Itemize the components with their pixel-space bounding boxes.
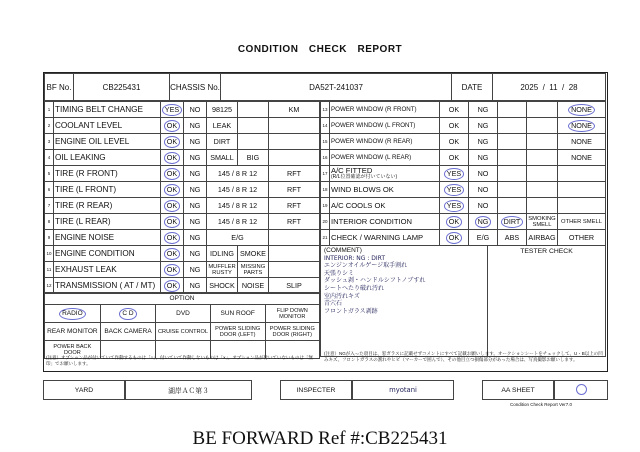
option-c: 98125 bbox=[207, 102, 238, 118]
row-number: 15 bbox=[321, 134, 330, 150]
option-d: BIG bbox=[238, 150, 269, 166]
tire-size: E/G bbox=[207, 230, 269, 246]
option-item: POWER SLIDING DOOR (RIGHT) bbox=[265, 323, 319, 341]
option-e-circled: NONE bbox=[568, 120, 595, 132]
row-number: 21 bbox=[321, 230, 330, 246]
row-number: 7 bbox=[45, 198, 54, 214]
row-number: 5 bbox=[45, 166, 54, 182]
option-e bbox=[558, 102, 606, 118]
option-d bbox=[527, 198, 558, 214]
check-row-left bbox=[45, 198, 320, 214]
check-row-left bbox=[45, 102, 320, 118]
check-row-right bbox=[321, 166, 606, 182]
circle-mark bbox=[576, 384, 587, 395]
option-c: LEAK bbox=[207, 118, 238, 134]
option-c: ABS bbox=[498, 230, 527, 246]
row-number: 1 bbox=[45, 102, 54, 118]
option-e: NONE bbox=[558, 150, 606, 166]
option-item bbox=[45, 305, 101, 323]
option-e: RFT bbox=[269, 182, 320, 198]
option-a: OK bbox=[440, 150, 469, 166]
option-b: NG bbox=[184, 150, 207, 166]
row-number: 14 bbox=[321, 118, 330, 134]
row-number: 17 bbox=[321, 166, 330, 182]
option-c bbox=[498, 102, 527, 118]
row-label: POWER WINDOW (L REAR) bbox=[330, 150, 440, 166]
aa-sheet-mark bbox=[554, 380, 608, 400]
option-item: CRUISE CONTROL bbox=[156, 323, 210, 341]
option-a bbox=[161, 166, 184, 182]
option-item-circled: RADIO bbox=[59, 308, 86, 320]
option-e bbox=[558, 118, 606, 134]
option-item: SUN ROOF bbox=[210, 305, 265, 323]
option-item: BACK CAMERA bbox=[100, 323, 156, 341]
option-d bbox=[527, 134, 558, 150]
aa-sheet-label: AA SHEET bbox=[482, 380, 554, 400]
option-b bbox=[469, 214, 498, 230]
option-item: DVD bbox=[156, 305, 210, 323]
page-title: CONDITION CHECK REPORT bbox=[237, 44, 403, 55]
option-b: NO bbox=[469, 166, 498, 182]
option-label: OPTION bbox=[45, 293, 320, 305]
option-b: NG bbox=[184, 182, 207, 198]
option-d: SMOKING SMELL bbox=[528, 215, 556, 228]
row-label: WIND BLOWS OK bbox=[330, 182, 440, 198]
row-number: 19 bbox=[321, 198, 330, 214]
option-b: NG bbox=[184, 198, 207, 214]
row-label: POWER WINDOW (R FRONT) bbox=[330, 102, 440, 118]
option-d bbox=[527, 166, 558, 182]
check-row-left bbox=[45, 214, 320, 230]
comment-line: 室内汚れキズ bbox=[324, 292, 360, 300]
option-b: NG bbox=[184, 278, 207, 294]
row-label: OIL LEAKING bbox=[54, 150, 161, 166]
row-number: 12 bbox=[45, 278, 54, 294]
option-a bbox=[440, 230, 469, 246]
row-label: INTERIOR CONDITION bbox=[330, 214, 440, 230]
row-label: ENGINE NOISE bbox=[54, 230, 161, 246]
option-c: IDLING bbox=[207, 246, 238, 262]
option-e: RFT bbox=[269, 198, 320, 214]
option-c: SHOCK bbox=[207, 278, 238, 294]
row-number: 8 bbox=[45, 214, 54, 230]
right-checklist bbox=[320, 101, 606, 246]
date-year: 2025 bbox=[520, 82, 539, 92]
option-b: NG bbox=[184, 118, 207, 134]
option-a-circled: OK bbox=[164, 136, 180, 148]
yard-value: 湖岸ＡＣ第３ bbox=[125, 380, 252, 400]
option-a-circled: OK bbox=[446, 216, 462, 228]
option-c bbox=[498, 166, 527, 182]
row-number: 13 bbox=[321, 102, 330, 118]
note-right: (注意）NGが入った項目は、窓ガラスに記載せずコメントにすべて記載お願いします。オークションシートをチェックして、U・B以上の凹みキズ、フロントガラスの割れやヒビ（マーカーで囲んで）、その他目立つ損傷部分があった場合は、写真撮影お願いします。 bbox=[324, 351, 603, 362]
option-b-circled: NG bbox=[475, 216, 492, 228]
option-a: OK bbox=[440, 102, 469, 118]
comment-line: 天張りシミ bbox=[324, 269, 355, 277]
option-d bbox=[527, 102, 558, 118]
option-b: NO bbox=[469, 182, 498, 198]
condition-sheet bbox=[43, 72, 608, 372]
tire-size: 145 / 8 R 12 bbox=[207, 182, 269, 198]
comment-line: シートへたり破れ汚れ bbox=[324, 284, 385, 292]
comment-box bbox=[320, 245, 606, 357]
watermark: BE FORWARD Ref #:CB225431 bbox=[192, 428, 448, 449]
option-table bbox=[44, 292, 320, 359]
option-a-circled: YES bbox=[444, 200, 464, 212]
check-row-right bbox=[321, 182, 606, 198]
option-a bbox=[161, 134, 184, 150]
tire-size: 145 / 8 R 12 bbox=[207, 166, 269, 182]
chassis-label: CHASSIS No. bbox=[170, 74, 221, 101]
row-number: 20 bbox=[321, 214, 330, 230]
comment-area bbox=[321, 246, 488, 357]
spacer bbox=[454, 380, 482, 400]
option-e: OTHER bbox=[558, 230, 606, 246]
option-a bbox=[161, 118, 184, 134]
option-a bbox=[161, 150, 184, 166]
option-d bbox=[527, 182, 558, 198]
check-row-left bbox=[45, 118, 320, 134]
option-a-circled: YES bbox=[444, 184, 464, 196]
option-d bbox=[238, 134, 269, 150]
option-d bbox=[527, 118, 558, 134]
option-e bbox=[269, 230, 320, 246]
option-c bbox=[498, 182, 527, 198]
option-e: KM bbox=[269, 102, 320, 118]
option-a-circled: YES bbox=[444, 168, 464, 180]
option-e bbox=[269, 134, 320, 150]
option-a bbox=[440, 166, 469, 182]
option-e: RFT bbox=[269, 166, 320, 182]
option-a bbox=[161, 214, 184, 230]
option-a bbox=[440, 214, 469, 230]
option-a-circled: OK bbox=[164, 152, 180, 164]
option-e bbox=[558, 166, 606, 182]
row-number: 3 bbox=[45, 134, 54, 150]
option-d: AIRBAG bbox=[527, 230, 558, 246]
date-value bbox=[493, 74, 606, 101]
row-label: ENGINE CONDITION bbox=[54, 246, 161, 262]
row-label: A/C COOLS OK bbox=[330, 198, 440, 214]
option-b: NG bbox=[184, 246, 207, 262]
option-item: POWER SLIDING DOOR (LEFT) bbox=[210, 323, 265, 341]
option-e bbox=[558, 182, 606, 198]
option-a bbox=[161, 198, 184, 214]
check-row-left bbox=[45, 246, 320, 262]
bottom-row bbox=[43, 380, 608, 400]
option-d bbox=[238, 118, 269, 134]
version-note: Condition Check Report Ver7.0 bbox=[510, 402, 573, 407]
option-c bbox=[498, 150, 527, 166]
option-a: OK bbox=[440, 134, 469, 150]
option-a bbox=[161, 246, 184, 262]
option-item: REAR MONITOR bbox=[45, 323, 101, 341]
option-b: NG bbox=[469, 134, 498, 150]
option-d: SMOKE bbox=[238, 246, 269, 262]
option-a-circled: OK bbox=[164, 280, 180, 292]
option-a bbox=[440, 198, 469, 214]
row-label: TIRE (R FRONT) bbox=[54, 166, 161, 182]
option-a-circled: OK bbox=[164, 232, 180, 244]
option-c bbox=[498, 134, 527, 150]
check-row-right bbox=[321, 102, 606, 118]
row-label: TIMING BELT CHANGE bbox=[54, 102, 161, 118]
check-row-right bbox=[321, 134, 606, 150]
option-a bbox=[161, 262, 184, 278]
bf-value: CB225431 bbox=[74, 74, 170, 101]
check-row-right bbox=[321, 118, 606, 134]
option-b: NG bbox=[469, 102, 498, 118]
option-e bbox=[558, 198, 606, 214]
option-c: MUFFLER RUSTY bbox=[208, 263, 236, 276]
row-number: 9 bbox=[45, 230, 54, 246]
option-e bbox=[269, 262, 320, 278]
option-e: OTHER SMELL bbox=[558, 214, 606, 230]
chassis-value: DA52T-241037 bbox=[221, 74, 452, 101]
option-b: NG bbox=[184, 214, 207, 230]
check-row-right bbox=[321, 198, 606, 214]
option-a-circled: OK bbox=[164, 216, 180, 228]
option-c bbox=[498, 118, 527, 134]
comment-line: ダッシュ剥・ハンドルシフトノブすれ bbox=[324, 277, 426, 285]
row-label: TIRE (R REAR) bbox=[54, 198, 161, 214]
row-label: EXHAUST LEAK bbox=[54, 262, 161, 278]
check-row-right bbox=[321, 214, 606, 230]
option-b: E/G bbox=[469, 230, 498, 246]
option-item: POWER BACK DOOR bbox=[45, 341, 101, 359]
row-label: COOLANT LEVEL bbox=[54, 118, 161, 134]
row-label: TIRE (L FRONT) bbox=[54, 182, 161, 198]
option-c: SMALL bbox=[207, 150, 238, 166]
row-number: 4 bbox=[45, 150, 54, 166]
comment-label: (COMMENT) bbox=[324, 247, 362, 254]
option-a-circled: OK bbox=[446, 232, 462, 244]
option-a-circled: OK bbox=[164, 200, 180, 212]
row-label: POWER WINDOW (R REAR) bbox=[330, 134, 440, 150]
option-d bbox=[238, 102, 269, 118]
check-row-left bbox=[45, 262, 320, 278]
row-label: TIRE (L REAR) bbox=[54, 214, 161, 230]
row-label: TRANSMISSION ( AT / MT) bbox=[54, 278, 161, 294]
option-c: DIRT bbox=[207, 134, 238, 150]
option-a bbox=[161, 230, 184, 246]
check-row-right bbox=[321, 150, 606, 166]
check-row-right bbox=[321, 230, 606, 246]
option-b: NO bbox=[184, 102, 207, 118]
row-number: 6 bbox=[45, 182, 54, 198]
row-number: 2 bbox=[45, 118, 54, 134]
option-a-circled: OK bbox=[164, 184, 180, 196]
tire-size: 145 / 8 R 12 bbox=[207, 198, 269, 214]
option-e: RFT bbox=[269, 214, 320, 230]
date-sep: / bbox=[562, 82, 565, 92]
date-day: 28 bbox=[568, 82, 578, 92]
row-number: 16 bbox=[321, 150, 330, 166]
left-checklist bbox=[44, 101, 320, 294]
tester-check: TESTER CHECK bbox=[488, 246, 606, 357]
option-a: OK bbox=[440, 118, 469, 134]
option-e bbox=[269, 150, 320, 166]
header-table bbox=[44, 73, 606, 101]
row-label: ENGINE OIL LEVEL bbox=[54, 134, 161, 150]
option-d bbox=[527, 150, 558, 166]
date-sep: / bbox=[542, 82, 545, 92]
option-b: NG bbox=[184, 262, 207, 278]
option-e: SLIP bbox=[269, 278, 320, 294]
option-c bbox=[498, 198, 527, 214]
row-label: CHECK / WARNING LAMP bbox=[330, 230, 440, 246]
comment-line: エンジンオイルゲージ取手割れ bbox=[324, 262, 408, 270]
comment-line: フロントガラス剥跡 bbox=[324, 307, 378, 315]
tire-size: 145 / 8 R 12 bbox=[207, 214, 269, 230]
option-d: MISSING PARTS bbox=[238, 262, 269, 278]
option-a-circled: OK bbox=[164, 264, 180, 276]
check-row-left bbox=[45, 166, 320, 182]
option-a-circled: OK bbox=[164, 168, 180, 180]
note-left: (注意）オプション品が付いていて作動するものは「○」、付いていて作動しないものは「×」。オプション品が付いていないものは「無印」でお願いします。 bbox=[46, 355, 314, 366]
option-b: NG bbox=[184, 134, 207, 150]
bf-label: BF No. bbox=[45, 74, 74, 101]
option-e bbox=[269, 118, 320, 134]
row-sublabel: (R/L位置確認が付いていない) bbox=[331, 174, 398, 180]
spacer bbox=[252, 380, 280, 400]
option-item bbox=[100, 305, 156, 323]
option-b: NG bbox=[184, 166, 207, 182]
option-e bbox=[269, 246, 320, 262]
check-row-left bbox=[45, 182, 320, 198]
date-month: 11 bbox=[549, 82, 558, 92]
comment-line: 青穴石 bbox=[324, 300, 343, 308]
check-row-left bbox=[45, 134, 320, 150]
row-label: POWER WINDOW (L FRONT) bbox=[330, 118, 440, 134]
option-b: NG bbox=[184, 230, 207, 246]
inspector-label: INSPECTER bbox=[280, 380, 352, 400]
row-label: A/C FITTED (R/L位置確認が付いていない) bbox=[330, 166, 440, 182]
row-number: 18 bbox=[321, 182, 330, 198]
yard-label: YARD bbox=[43, 380, 125, 400]
option-a bbox=[161, 182, 184, 198]
option-e-circled: NONE bbox=[568, 104, 595, 116]
row-number: 11 bbox=[45, 262, 54, 278]
date-label: DATE bbox=[452, 74, 493, 101]
option-a bbox=[161, 102, 184, 118]
option-a-circled: OK bbox=[164, 248, 180, 260]
option-c bbox=[498, 214, 527, 230]
option-c-circled: DIRT bbox=[501, 216, 524, 228]
check-row-left bbox=[45, 150, 320, 166]
option-e: NONE bbox=[558, 134, 606, 150]
option-a-circled: YES bbox=[162, 104, 182, 116]
option-item-circled: C D bbox=[119, 308, 136, 320]
comment-line: INTERIOR: NG : DIRT bbox=[324, 254, 386, 262]
option-b: NG bbox=[469, 150, 498, 166]
option-d: NOISE bbox=[238, 278, 269, 294]
option-a-circled: OK bbox=[164, 120, 180, 132]
inspector-value: myotani bbox=[352, 380, 454, 400]
option-b: NO bbox=[469, 198, 498, 214]
option-item: FLIP DOWN MONITOR bbox=[265, 305, 319, 323]
option-a bbox=[440, 182, 469, 198]
option-b: NG bbox=[469, 118, 498, 134]
row-number: 10 bbox=[45, 246, 54, 262]
check-row-left bbox=[45, 230, 320, 246]
